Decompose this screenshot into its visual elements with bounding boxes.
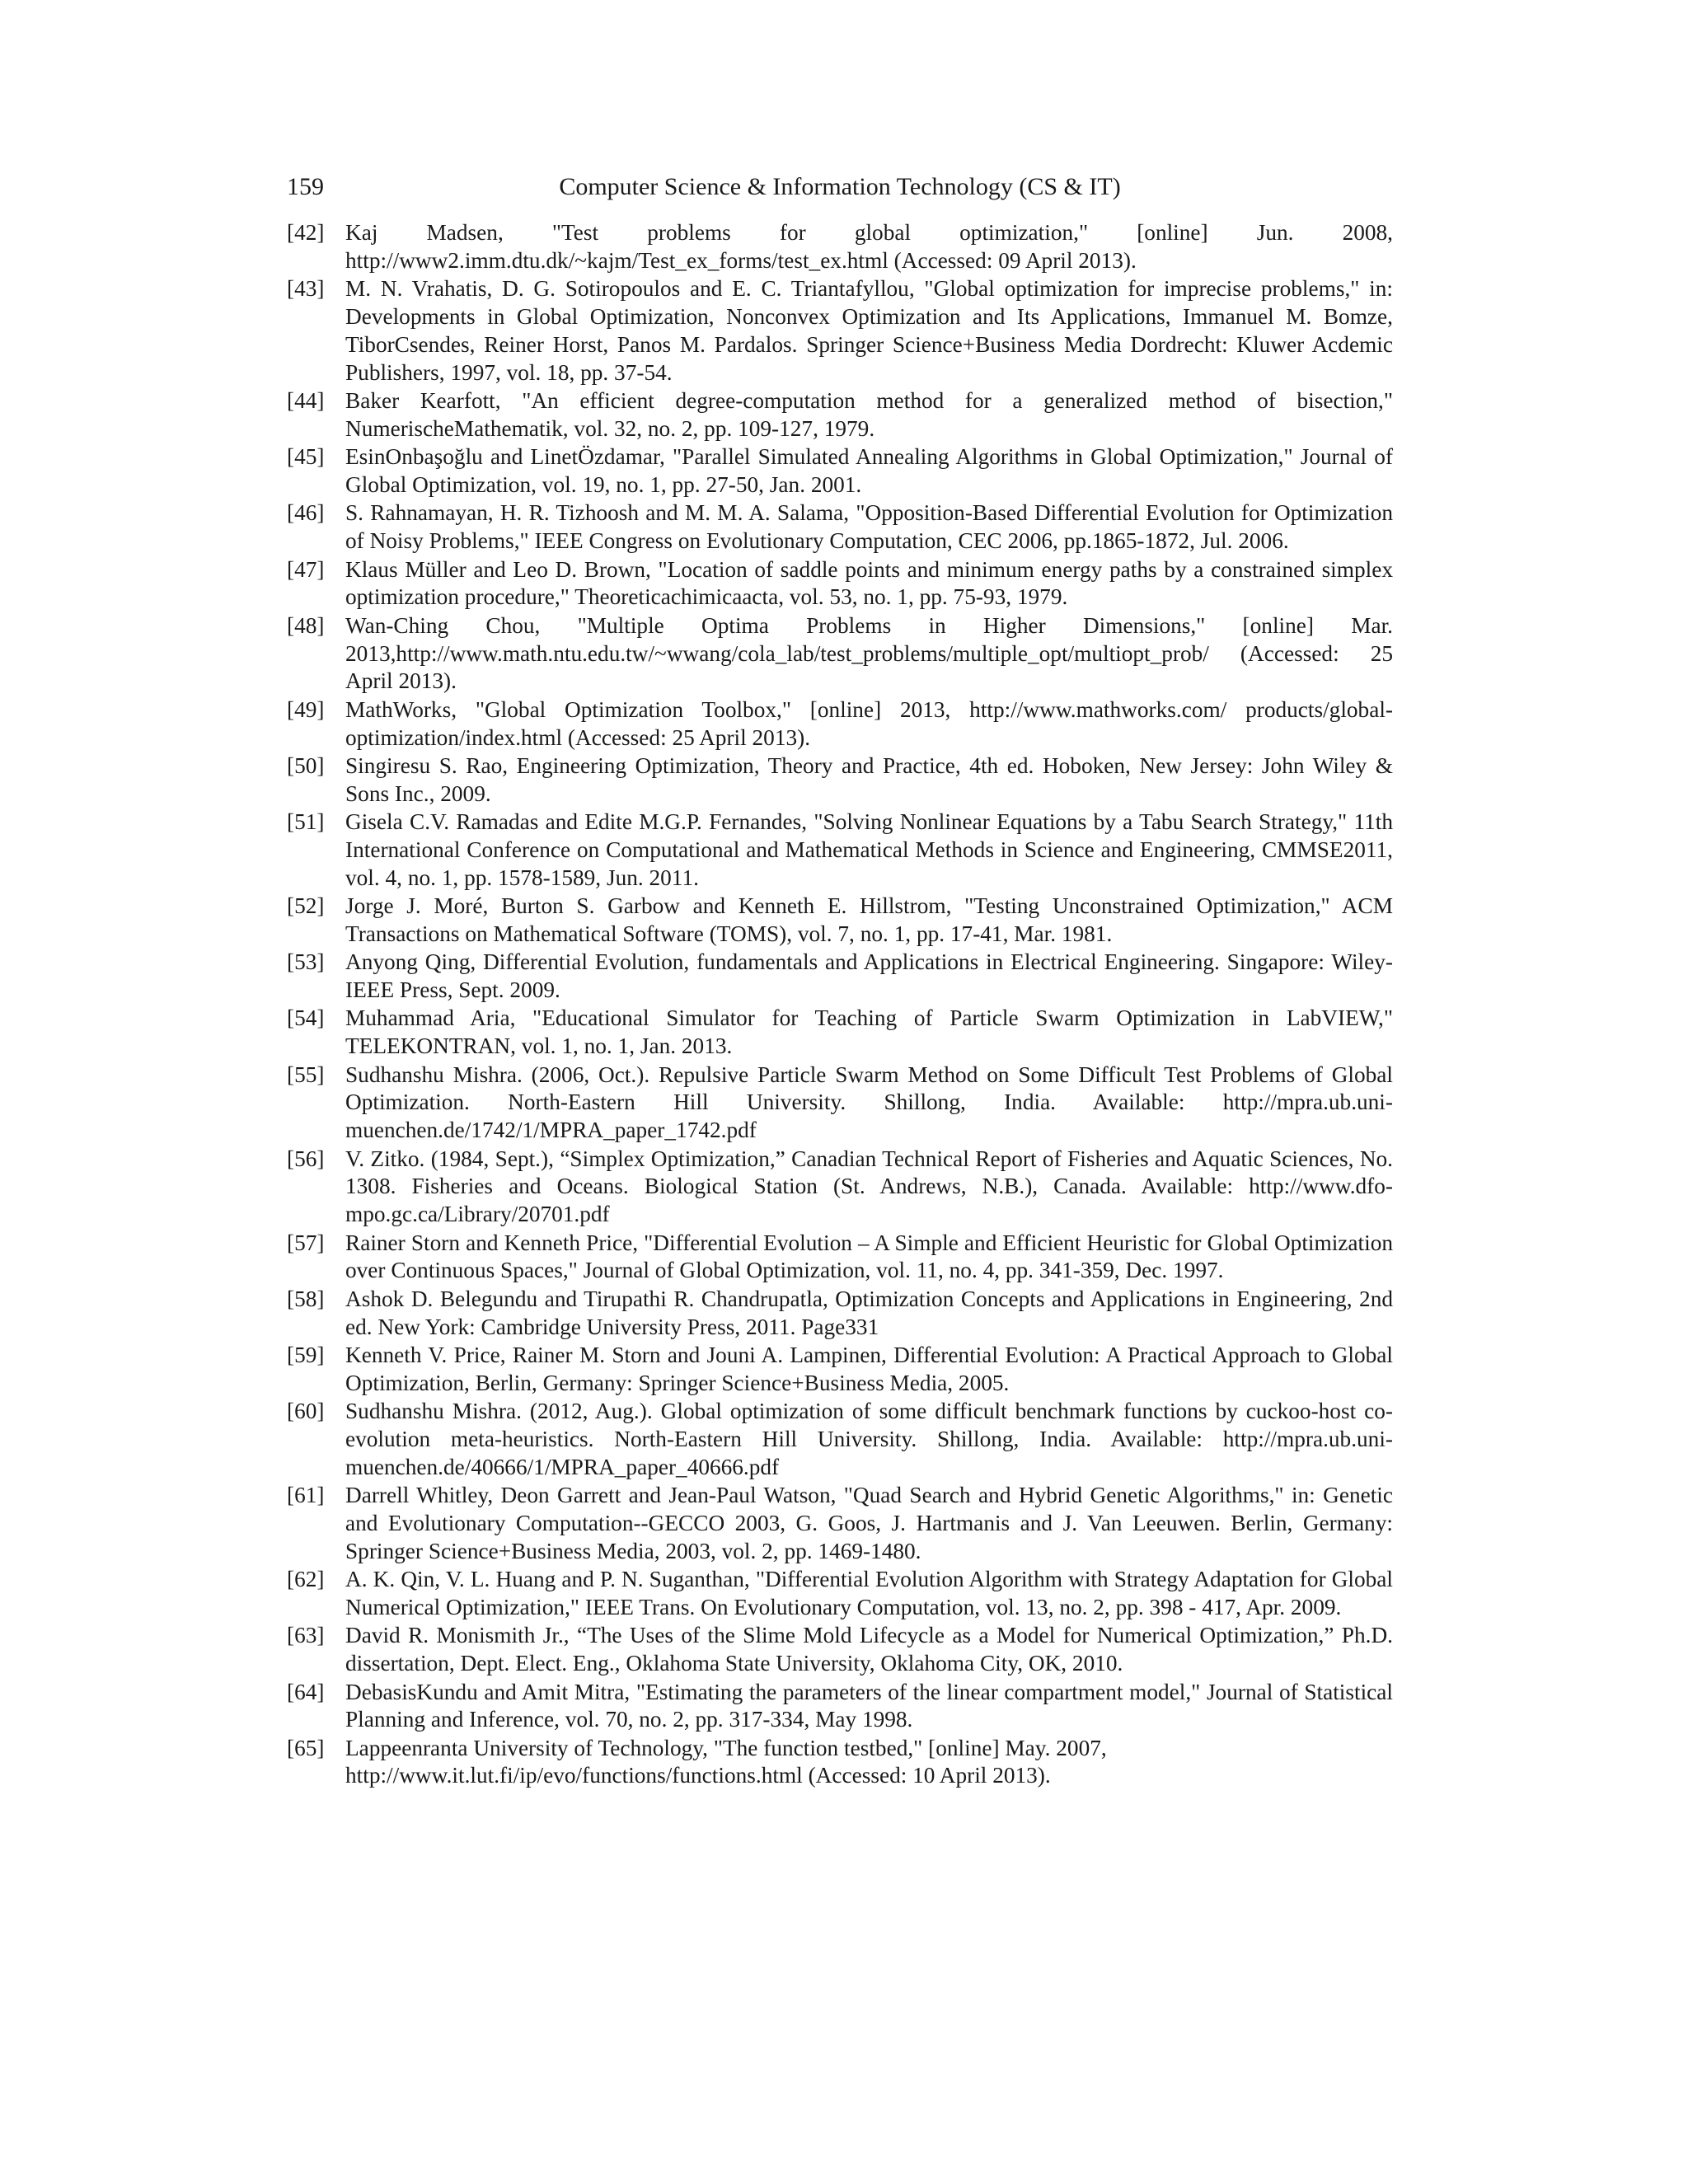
reference-label: [46] xyxy=(287,500,325,526)
reference-item xyxy=(287,1005,1393,1061)
reference-label: [50] xyxy=(287,752,325,778)
reference-text: EsinOnbaşoğlu and LinetÖzdamar, "Parallel Simulated Annealing Algorithms in Global Optimization," Journal of Global Optimization, vol. 19, no. 1, pp. 27-50, Jan. 2001. xyxy=(345,444,1393,497)
reference-text: Muhammad Aria, "Educational Simulator for Teaching of Particle Swarm Optimization in LabVIEW," TELEKONTRAN, vol. 1, no. 1, Jan. 2013. xyxy=(345,1005,1393,1059)
reference-text: Ashok D. Belegundu and Tirupathi R. Chandrupatla, Optimization Concepts and Applications in Engineering, 2nd ed. New York: Cambridge University Press, 2011. Page331 xyxy=(345,1286,1393,1339)
reference-text: Gisela C.V. Ramadas and Edite M.G.P. Fernandes, "Solving Nonlinear Equations by a Tabu Search Strategy," 11th International Conference on Computational and Mathematical Methods in Science and Engineering, CMMSE2011, vol. 4, no. 1, pp. 1578-1589, Jun. 2011. xyxy=(345,809,1393,890)
reference-text: MathWorks, "Global Optimization Toolbox," [online] 2013, http://www.mathworks.com/ products/global-optimization/index.html (Accessed: 25 April 2013). xyxy=(345,696,1393,750)
reference-label: [56] xyxy=(287,1146,325,1171)
reference-item xyxy=(287,752,1393,808)
reference-text: Klaus Müller and Leo D. Brown, "Location of saddle points and minimum energy paths by a constrained simplex optimization procedure," Theoreticachimicaacta, vol. 53, no. 1, pp. 75-93, 1979. xyxy=(345,556,1393,610)
reference-item xyxy=(287,1286,1393,1342)
reference-label: [44] xyxy=(287,387,325,413)
reference-item xyxy=(287,949,1393,1005)
reference-label: [63] xyxy=(287,1623,325,1648)
reference-item xyxy=(287,219,1393,275)
reference-label: [64] xyxy=(287,1679,325,1704)
reference-item xyxy=(287,1622,1393,1678)
running-header xyxy=(287,168,1393,206)
reference-item xyxy=(287,893,1393,949)
reference-label: [49] xyxy=(287,696,325,722)
reference-text: Rainer Storn and Kenneth Price, "Differential Evolution – A Simple and Efficient Heuristic for Global Optimization over Continuous Spaces," Journal of Global Optimization, vol. 11, no. 4, pp. 341-359, Dec. 1997. xyxy=(345,1230,1393,1283)
reference-item xyxy=(287,1146,1393,1229)
reference-label: [45] xyxy=(287,444,325,470)
reference-list xyxy=(287,219,1393,1791)
reference-item xyxy=(287,1398,1393,1481)
reference-item xyxy=(287,1230,1393,1286)
reference-text: Sudhanshu Mishra. (2006, Oct.). Repulsive Particle Swarm Method on Some Difficult Test Problems of Global Optimization. North-Eastern Hill University. Shillong, India. Available: http://mpra.ub.uni-muenchen.de/1742/1/MPRA_paper_1742.pdf xyxy=(345,1062,1393,1143)
reference-text: Baker Kearfott, "An efficient degree-computation method for a generalized method of bisection," NumerischeMathematik, vol. 32, no. 2, pp. 109-127, 1979. xyxy=(345,387,1393,441)
reference-item xyxy=(287,387,1393,443)
reference-item xyxy=(287,443,1393,499)
reference-label: [57] xyxy=(287,1230,325,1255)
reference-label: [59] xyxy=(287,1342,325,1367)
reference-item xyxy=(287,1566,1393,1622)
reference-text: V. Zitko. (1984, Sept.), “Simplex Optimization,” Canadian Technical Report of Fisheries and Aquatic Sciences, No. 1308. Fisheries and Oceans. Biological Station (St. Andrews, N.B.), Canada. Available: http://www.dfo-mpo.gc.ca/Library/20701.pdf xyxy=(345,1146,1393,1227)
reference-label: [60] xyxy=(287,1399,325,1424)
reference-label: [61] xyxy=(287,1483,325,1508)
reference-text: Lappeenranta University of Technology, "The function testbed," [online] May. 2007, http://www.it.lut.fi/ip/evo/functions/functions.html (Accessed: 10 April 2013). xyxy=(345,1735,1107,1788)
journal-title: Computer Science & Information Technology (CS & IT) xyxy=(559,173,1121,200)
reference-text: DebasisKundu and Amit Mitra, "Estimating the parameters of the linear compartment model," Journal of Statistical Planning and Inference, vol. 70, no. 2, pp. 317-334, May 1998. xyxy=(345,1679,1393,1732)
reference-text: A. K. Qin, V. L. Huang and P. N. Suganthan, "Differential Evolution Algorithm with Strategy Adaptation for Global Numerical Optimization," IEEE Trans. On Evolutionary Computation, vol. 13, no. 2, pp. 398 - 417, Apr. 2009. xyxy=(345,1567,1393,1619)
reference-label: [53] xyxy=(287,949,325,975)
reference-text: Kaj Madsen, "Test problems for global optimization," [online] Jun. 2008, http://www2.imm.dtu.dk/~kajm/Test_ex_forms/test_ex.html (Accessed: 09 April 2013). xyxy=(345,220,1393,273)
page-number: 159 xyxy=(287,173,324,200)
reference-item xyxy=(287,1679,1393,1735)
reference-item xyxy=(287,696,1393,752)
reference-text: Sudhanshu Mishra. (2012, Aug.). Global optimization of some difficult benchmark functions by cuckoo-host co-evolution meta-heuristics. North-Eastern Hill University. Shillong, India. Available: http://mpra.ub.uni-muenchen.de/40666/1/MPRA_paper_40666.pdf xyxy=(345,1399,1393,1479)
reference-item xyxy=(287,556,1393,612)
reference-text: S. Rahnamayan, H. R. Tizhoosh and M. M. A. Salama, "Opposition-Based Differential Evolution for Optimization of Noisy Problems," IEEE Congress on Evolutionary Computation, CEC 2006, pp.1865-1872, Jul. 2006. xyxy=(345,500,1393,554)
reference-label: [54] xyxy=(287,1005,325,1031)
reference-text: M. N. Vrahatis, D. G. Sotiropoulos and E. C. Triantafyllou, "Global optimization for imprecise problems," in: Developments in Global Optimization, Nonconvex Optimization and Its Applications, Immanuel M. Bomze, TiborCsendes, Reiner Horst, Panos M. Pardalos. Springer Science+Business Media Dordrecht: Kluwer Acdemic Publishers, 1997, vol. 18, pp. 37-54. xyxy=(345,276,1393,385)
reference-text: Darrell Whitley, Deon Garrett and Jean-Paul Watson, "Quad Search and Hybrid Genetic Algorithms," in: Genetic and Evolutionary Computation--GECCO 2003, G. Goos, J. Hartmanis and J. Van Leeuwen. Berlin, Germany: Springer Science+Business Media, 2003, vol. 2, pp. 1469-1480. xyxy=(345,1483,1393,1563)
reference-text: Singiresu S. Rao, Engineering Optimization, Theory and Practice, 4th ed. Hoboken, New Jersey: John Wiley & Sons Inc., 2009. xyxy=(345,752,1393,806)
reference-text: David R. Monismith Jr., “The Uses of the Slime Mold Lifecycle as a Model for Numerical Optimization,” Ph.D. dissertation, Dept. Elect. Eng., Oklahoma State University, Oklahoma City, OK, 2010. xyxy=(345,1623,1393,1676)
reference-text: Kenneth V. Price, Rainer M. Storn and Jouni A. Lampinen, Differential Evolution: A Practical Approach to Global Optimization, Berlin, Germany: Springer Science+Business Media, 2005. xyxy=(345,1342,1393,1395)
reference-text: Jorge J. Moré, Burton S. Garbow and Kenneth E. Hillstrom, "Testing Unconstrained Optimization," ACM Transactions on Mathematical Software (TOMS), vol. 7, no. 1, pp. 17-41, Mar. 1981. xyxy=(345,893,1393,946)
reference-item xyxy=(287,1482,1393,1565)
reference-label: [55] xyxy=(287,1062,325,1087)
reference-label: [65] xyxy=(287,1735,325,1760)
reference-label: [42] xyxy=(287,220,325,245)
reference-text: Anyong Qing, Differential Evolution, fundamentals and Applications in Electrical Engineering. Singapore: Wiley-IEEE Press, Sept. 2009. xyxy=(345,949,1393,1003)
reference-label: [58] xyxy=(287,1286,325,1311)
reference-item xyxy=(287,808,1393,892)
reference-item xyxy=(287,275,1393,387)
reference-label: [51] xyxy=(287,809,325,835)
reference-item xyxy=(287,612,1393,696)
reference-label: [47] xyxy=(287,556,325,582)
reference-item xyxy=(287,1735,1393,1791)
reference-item xyxy=(287,1062,1393,1145)
reference-label: [48] xyxy=(287,612,325,638)
reference-item xyxy=(287,499,1393,555)
reference-label: [43] xyxy=(287,276,325,302)
reference-text: Wan-Ching Chou, "Multiple Optima Problems in Higher Dimensions," [online] Mar. 2013,http://www.math.ntu.edu.tw/~wwang/cola_lab/test_problems/multiple_opt/multiopt_prob/ (Accessed: 25 April 2013). xyxy=(345,612,1393,694)
reference-label: [62] xyxy=(287,1567,325,1592)
reference-item xyxy=(287,1342,1393,1398)
reference-label: [52] xyxy=(287,893,325,919)
